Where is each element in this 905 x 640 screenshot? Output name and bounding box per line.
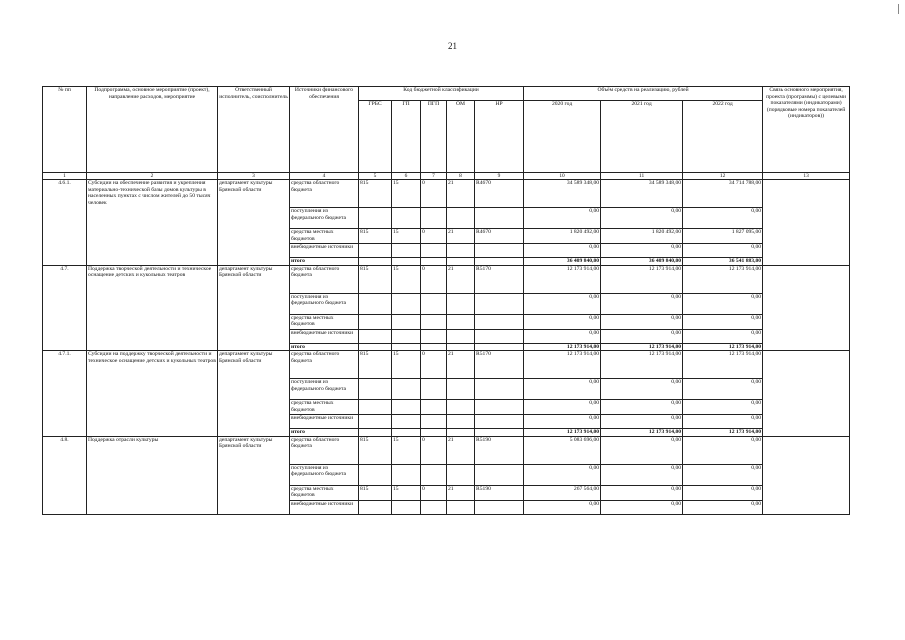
code-om: 21 (447, 180, 475, 208)
code-pgp: 0 (421, 229, 447, 244)
code-grbs (359, 293, 392, 314)
value-2020: 0,00 (524, 464, 601, 485)
code-om (447, 329, 475, 343)
funding-source: внебюджетные источники (290, 244, 359, 258)
value-2021: 0,00 (601, 436, 683, 464)
code-pgp: 0 (421, 436, 447, 464)
code-nr: R5190 (475, 436, 524, 464)
code-nr: R4670 (475, 229, 524, 244)
code-pgp (421, 429, 447, 437)
value-2021: 36 409 840,00 (601, 258, 683, 266)
code-gp (392, 500, 421, 514)
code-nr (475, 329, 524, 343)
code-grbs: 815 (359, 229, 392, 244)
column-number: 13 (763, 173, 850, 180)
code-grbs: 815 (359, 265, 392, 293)
funding-source: поступления из федерального бюджета (290, 379, 359, 400)
header-2020: 2020 год (524, 101, 601, 173)
column-number: 8 (447, 173, 475, 180)
value-2021: 0,00 (601, 485, 683, 500)
code-gp: 15 (392, 351, 421, 379)
code-gp: 15 (392, 485, 421, 500)
code-om: 21 (447, 229, 475, 244)
header-grbs: ГРБС (359, 101, 392, 173)
code-nr (475, 208, 524, 229)
value-2021: 0,00 (601, 464, 683, 485)
value-2020: 12 173 914,00 (524, 351, 601, 379)
value-2022: 36 541 883,00 (683, 258, 763, 266)
code-grbs (359, 379, 392, 400)
code-om (447, 379, 475, 400)
table-row (43, 436, 850, 464)
value-2022: 0,00 (683, 485, 763, 500)
value-2020: 0,00 (524, 244, 601, 258)
value-2021: 0,00 (601, 400, 683, 415)
code-gp (392, 208, 421, 229)
funding-source: поступления из федерального бюджета (290, 208, 359, 229)
value-2021: 0,00 (601, 208, 683, 229)
value-2020: 1 820 492,00 (524, 229, 601, 244)
code-gp (392, 429, 421, 437)
funding-source: средства местных бюджетов (290, 229, 359, 244)
value-2021: 12 173 914,00 (601, 343, 683, 351)
column-number: 3 (218, 173, 290, 180)
code-grbs (359, 314, 392, 329)
code-nr (475, 415, 524, 429)
value-2021: 0,00 (601, 500, 683, 514)
header-indicators: Связь основного мероприятия, проекта (программы) с целевыми показателями (индикаторами) (порядковые номера показателей (индикаторов)) (763, 87, 850, 173)
code-gp (392, 400, 421, 415)
code-nr (475, 464, 524, 485)
code-grbs (359, 329, 392, 343)
column-number: 9 (475, 173, 524, 180)
value-2020: 12 173 914,00 (524, 265, 601, 293)
value-2021: 0,00 (601, 415, 683, 429)
value-2020: 0,00 (524, 314, 601, 329)
item-name: Субсидии на обеспечение развития и укрепления материально-технической базы домов культуры в населенных пунктах с числом жителей до 50 тысяч человек (87, 180, 218, 266)
code-om (447, 500, 475, 514)
code-grbs: 815 (359, 180, 392, 208)
indicator-link (763, 180, 850, 266)
funding-source: внебюджетные источники (290, 415, 359, 429)
value-2020: 12 173 914,00 (524, 343, 601, 351)
header-2022: 2022 год (683, 101, 763, 173)
column-number: 1 (43, 173, 87, 180)
code-om (447, 258, 475, 266)
funding-source: итого (290, 429, 359, 437)
funding-source: поступления из федерального бюджета (290, 464, 359, 485)
code-grbs: 815 (359, 351, 392, 379)
column-number: 5 (359, 173, 392, 180)
code-gp: 15 (392, 436, 421, 464)
item-number: 4.6.1. (43, 180, 87, 266)
code-nr (475, 293, 524, 314)
item-executor: департамент культуры Брянской области (218, 436, 290, 514)
value-2020: 36 409 840,00 (524, 258, 601, 266)
code-nr (475, 258, 524, 266)
table-row (43, 265, 850, 293)
value-2022: 12 173 914,00 (683, 429, 763, 437)
code-pgp (421, 415, 447, 429)
code-gp: 15 (392, 180, 421, 208)
value-2022: 0,00 (683, 379, 763, 400)
value-2021: 12 173 914,00 (601, 351, 683, 379)
item-executor: департамент культуры Брянской области (218, 265, 290, 351)
header-sources: Источники финансового обеспечения (290, 87, 359, 173)
indicator-link (763, 436, 850, 514)
scan-edge-mark (898, 4, 899, 14)
code-gp (392, 293, 421, 314)
code-grbs: 815 (359, 436, 392, 464)
column-number: 12 (683, 173, 763, 180)
value-2021: 34 589 348,00 (601, 180, 683, 208)
code-grbs (359, 208, 392, 229)
header-gp: ГП (392, 101, 421, 173)
code-nr: R4670 (475, 180, 524, 208)
value-2022: 12 173 914,00 (683, 343, 763, 351)
code-nr (475, 500, 524, 514)
table-row (43, 180, 850, 208)
value-2022: 0,00 (683, 464, 763, 485)
code-pgp (421, 208, 447, 229)
code-grbs (359, 258, 392, 266)
code-grbs (359, 415, 392, 429)
code-om (447, 314, 475, 329)
code-pgp (421, 329, 447, 343)
code-gp (392, 343, 421, 351)
code-om: 21 (447, 436, 475, 464)
value-2020: 12 173 914,00 (524, 429, 601, 437)
value-2021: 0,00 (601, 314, 683, 329)
value-2020: 34 589 348,00 (524, 180, 601, 208)
value-2022: 0,00 (683, 208, 763, 229)
funding-source: внебюджетные источники (290, 329, 359, 343)
code-gp: 15 (392, 265, 421, 293)
code-nr (475, 314, 524, 329)
indicator-link (763, 351, 850, 437)
code-grbs (359, 500, 392, 514)
value-2021: 1 820 492,00 (601, 229, 683, 244)
code-pgp (421, 293, 447, 314)
item-name: Субсидии на поддержку творческой деятельности и техническое оснащение детских и кукольных театров (87, 351, 218, 437)
code-gp (392, 379, 421, 400)
funding-source: средства областного бюджета (290, 351, 359, 379)
code-pgp (421, 258, 447, 266)
column-number: 11 (601, 173, 683, 180)
header-executor: Ответственный исполнитель, соисполнитель (218, 87, 290, 173)
value-2022: 0,00 (683, 436, 763, 464)
funding-source: поступления из федерального бюджета (290, 293, 359, 314)
value-2021: 12 173 914,00 (601, 429, 683, 437)
code-nr (475, 244, 524, 258)
code-pgp (421, 379, 447, 400)
value-2020: 5 083 696,00 (524, 436, 601, 464)
code-pgp: 0 (421, 485, 447, 500)
code-gp (392, 314, 421, 329)
value-2021: 12 173 914,00 (601, 265, 683, 293)
code-pgp: 0 (421, 265, 447, 293)
value-2022: 0,00 (683, 293, 763, 314)
header-nr: НР (475, 101, 524, 173)
code-pgp (421, 314, 447, 329)
code-gp (392, 258, 421, 266)
code-nr (475, 343, 524, 351)
funding-source: внебюджетные источники (290, 500, 359, 514)
column-number: 7 (421, 173, 447, 180)
code-om (447, 429, 475, 437)
funding-source: средства областного бюджета (290, 180, 359, 208)
item-executor: департамент культуры Брянской области (218, 351, 290, 437)
funding-source: средства местных бюджетов (290, 485, 359, 500)
code-grbs: 815 (359, 485, 392, 500)
column-number: 2 (87, 173, 218, 180)
code-om (447, 400, 475, 415)
code-om: 21 (447, 265, 475, 293)
value-2022: 0,00 (683, 500, 763, 514)
code-grbs (359, 464, 392, 485)
code-pgp (421, 500, 447, 514)
code-pgp (421, 244, 447, 258)
code-om: 21 (447, 485, 475, 500)
code-om: 21 (447, 351, 475, 379)
value-2020: 0,00 (524, 208, 601, 229)
value-2022: 34 714 788,00 (683, 180, 763, 208)
header-num: № пп (43, 87, 87, 173)
item-name: Поддержка отрасли культуры (87, 436, 218, 514)
code-grbs (359, 429, 392, 437)
item-number: 4.7.1. (43, 351, 87, 437)
value-2022: 0,00 (683, 244, 763, 258)
column-number: 6 (392, 173, 421, 180)
code-nr: R5170 (475, 265, 524, 293)
code-om (447, 415, 475, 429)
header-budget-code: Код бюджетной классификации (359, 87, 524, 101)
code-gp (392, 244, 421, 258)
funding-source: средства областного бюджета (290, 265, 359, 293)
value-2021: 0,00 (601, 379, 683, 400)
code-grbs (359, 400, 392, 415)
value-2020: 0,00 (524, 293, 601, 314)
header-program: Подпрограмма, основное мероприятие (проект), направление расходов, мероприятие (87, 87, 218, 173)
code-grbs (359, 244, 392, 258)
item-executor: департамент культуры Брянской области (218, 180, 290, 266)
header-pgp: ПГП (421, 101, 447, 173)
header-funding: Объём средств на реализацию, рублей (524, 87, 763, 101)
code-om (447, 293, 475, 314)
value-2020: 0,00 (524, 415, 601, 429)
value-2020: 0,00 (524, 329, 601, 343)
item-name: Поддержка творческой деятельности и техническое оснащение детских и кукольных театров (87, 265, 218, 351)
value-2022: 0,00 (683, 329, 763, 343)
code-pgp (421, 464, 447, 485)
code-gp (392, 415, 421, 429)
code-nr (475, 429, 524, 437)
code-gp (392, 329, 421, 343)
funding-source: итого (290, 343, 359, 351)
code-pgp: 0 (421, 351, 447, 379)
value-2020: 0,00 (524, 379, 601, 400)
item-number: 4.8. (43, 436, 87, 514)
funding-source: итого (290, 258, 359, 266)
indicator-link (763, 265, 850, 351)
header-2021: 2021 год (601, 101, 683, 173)
column-number-row (43, 173, 850, 180)
value-2022: 0,00 (683, 415, 763, 429)
funding-source: средства местных бюджетов (290, 400, 359, 415)
value-2021: 0,00 (601, 293, 683, 314)
budget-table (42, 86, 850, 515)
code-pgp (421, 343, 447, 351)
value-2022: 12 173 914,00 (683, 265, 763, 293)
value-2022: 1 827 095,00 (683, 229, 763, 244)
value-2021: 0,00 (601, 329, 683, 343)
code-pgp (421, 400, 447, 415)
value-2022: 0,00 (683, 400, 763, 415)
value-2020: 0,00 (524, 500, 601, 514)
item-number: 4.7. (43, 265, 87, 351)
value-2020: 0,00 (524, 400, 601, 415)
code-om (447, 464, 475, 485)
funding-source: средства местных бюджетов (290, 314, 359, 329)
header-om: ОМ (447, 101, 475, 173)
page-number: 21 (448, 41, 457, 51)
code-grbs (359, 343, 392, 351)
code-om (447, 244, 475, 258)
column-number: 10 (524, 173, 601, 180)
column-number: 4 (290, 173, 359, 180)
table-row (43, 351, 850, 379)
value-2022: 0,00 (683, 314, 763, 329)
funding-source: средства областного бюджета (290, 436, 359, 464)
code-nr: R5190 (475, 485, 524, 500)
code-gp: 15 (392, 229, 421, 244)
code-gp (392, 464, 421, 485)
code-om (447, 343, 475, 351)
value-2022: 12 173 914,00 (683, 351, 763, 379)
code-pgp: 0 (421, 180, 447, 208)
code-om (447, 208, 475, 229)
code-nr (475, 379, 524, 400)
code-nr: R5170 (475, 351, 524, 379)
value-2021: 0,00 (601, 244, 683, 258)
value-2020: 267 564,00 (524, 485, 601, 500)
code-nr (475, 400, 524, 415)
